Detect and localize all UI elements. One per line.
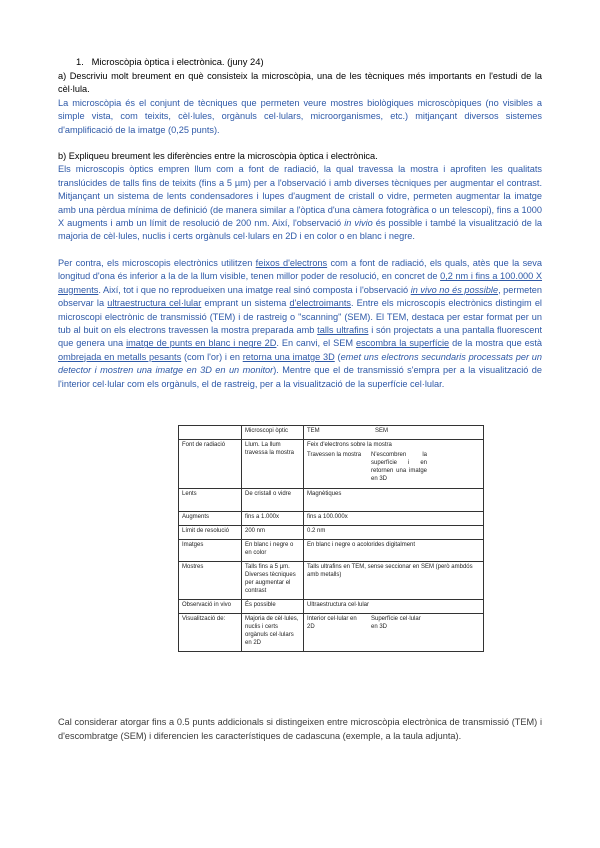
table-row xyxy=(179,526,484,540)
optic-cell: Majoria de cèl·lules, nuclis i certs orgànuls cel·lulars en 2D xyxy=(242,614,304,652)
optic-cell: fins a 1.000x xyxy=(242,512,304,526)
em-cell: Ultraestructura cel·lular xyxy=(304,600,484,614)
em-cell: En blanc i negre o acolorides digitalment xyxy=(304,540,484,562)
section-number: 1. xyxy=(76,56,84,67)
question-a-answer: La microscòpia és el conjunt de tècniques que permeten veure mostres biològiques microscòpiques (no visibles a simple vista, com teixits, cèl·lules, orgànuls cel·lulars, microorganismes, etc.) mitjançant diversos sistemes d'amplificació de la imatge (0,25 punts). xyxy=(58,97,542,135)
section-title: Microscòpia òptica i electrònica. (juny 24) xyxy=(91,56,264,67)
row-label: Font de radiació xyxy=(179,440,242,489)
row-label: Observació in vivo xyxy=(179,600,242,614)
question-a-prompt: a) Descriviu molt breument en què consisteix la microscòpia, una de les tècniques més importants en l'estudi de la cèl·lula. xyxy=(58,71,542,95)
section-heading xyxy=(76,56,542,67)
table-header-cell: TEM SEM xyxy=(304,426,484,440)
row-label: Límit de resolució xyxy=(179,526,242,540)
optic-cell: Talls fins a 5 µm. Diverses tècniques per augmentar el contrast xyxy=(242,562,304,600)
table-row xyxy=(179,540,484,562)
question-b-paragraph-2: Per contra, els microscopis electrònics utilitzen feixos d'electrons com a font de radiació, els quals, atès que la seva longitud d'ona és inferior a la de la llum visible, tenen millor poder de resolució, en concret de 0,2 nm i fins a 100.000 X augments. Així, tot i que no reprodueixen una imatge real sinó composta i l'observació in vivo no és possible, permeten observar la ultraestructura cel·lular emprant un sistema d'electroimants. Entre els microscopis electrònics distingim el microscopi electrònic de transmissió (TEM) i de rastreig o "scanning" (SEM). El TEM, destaca per estar format per un tub al buit on els electrons travessen la mostra preparada amb talls ultrafins i són projectats a una pantalla fluorescent que genera una imatge de punts en blanc i negre 2D. En canvi, el SEM escombra la superfície de la mostra que està ombrejada en metalls pesants (com l'or) i en retorna una imatge 3D (emet uns electrons secundaris processats per un detector i mostren una imatge en 3D en un monitor). Mentre que el de transmissió s'empra per a la visualització de l'interior cel·lular com els orgànuls, el de rastreig, per a la visualització de la superfície cel·lular. xyxy=(58,257,543,389)
table-header-cell: Microscopi òptic xyxy=(242,426,304,440)
optic-cell: En blanc i negre o en color xyxy=(242,540,304,562)
optic-cell: 200 nm xyxy=(242,526,304,540)
table-row xyxy=(179,512,484,526)
row-label: Mostres xyxy=(179,562,242,600)
table-row xyxy=(179,562,484,600)
em-cell: fins a 100.000x xyxy=(304,512,484,526)
grading-note: Cal considerar atorgar fins a 0.5 punts addicionals si distingeixen entre microscòpia electrònica de transmissió (TEM) i d'escombratge (SEM) i diferencien les característiques de cadascuna (exemple, a la taula adjunta). xyxy=(58,717,542,742)
em-cell: Feix d'electrons sobre la mostra Travessen la mostra N'escombren la superfície i en retornen una imatge en 3D xyxy=(304,440,484,489)
table-row xyxy=(179,489,484,512)
optic-cell: De cristall o vidre xyxy=(242,489,304,512)
table-row xyxy=(179,440,484,489)
row-label: Visualització de: xyxy=(179,614,242,652)
row-label: Augments xyxy=(179,512,242,526)
row-label: Lents xyxy=(179,489,242,512)
table-header-row xyxy=(179,426,484,440)
optic-cell: Llum. La llum travessa la mostra xyxy=(242,440,304,489)
row-label: Imatges xyxy=(179,540,242,562)
table-row xyxy=(179,614,484,652)
table-header-cell xyxy=(179,426,242,440)
comparison-table xyxy=(178,425,484,652)
question-b-prompt: b) Expliqueu breument les diferències entre la microscòpia òptica i electrònica. xyxy=(58,151,378,162)
em-cell: Magnètiques xyxy=(304,489,484,512)
document-body xyxy=(58,56,542,391)
table-row xyxy=(179,600,484,614)
em-cell: Talls ultrafins en TEM, sense seccionar en SEM (però ambdós amb metalls) xyxy=(304,562,484,600)
em-cell: Interior cel·lular en 2D Superfície cel·lular en 3D xyxy=(304,614,484,652)
em-cell: 0.2 nm xyxy=(304,526,484,540)
question-b-paragraph-1: Els microscopis òptics empren llum com a font de radiació, la qual travessa la mostra i aprofiten les qualitats translúcides de talls fins de teixits (fins a 5 µm) per a l'observació i amb diverses tècniques per augmentar el contrast. Mitjançant un sistema de lents condensadores i lupes d'augment de cristall o vidre, permeten augmentar la imatge amb una pèrdua mínima de definició (de manera similar a l'òptica d'una càmera fotogràfica o un telescopi), fins a 1000 X augments i amb un límit de resolució de 200 nm. Així, l'observació in vivio és possible i també la visualització de la majoria de cèl·lules, nuclis i certs orgànuls cel·lulars en 2D i en color o en blanc i negre. xyxy=(58,164,542,242)
optic-cell: És possible xyxy=(242,600,304,614)
